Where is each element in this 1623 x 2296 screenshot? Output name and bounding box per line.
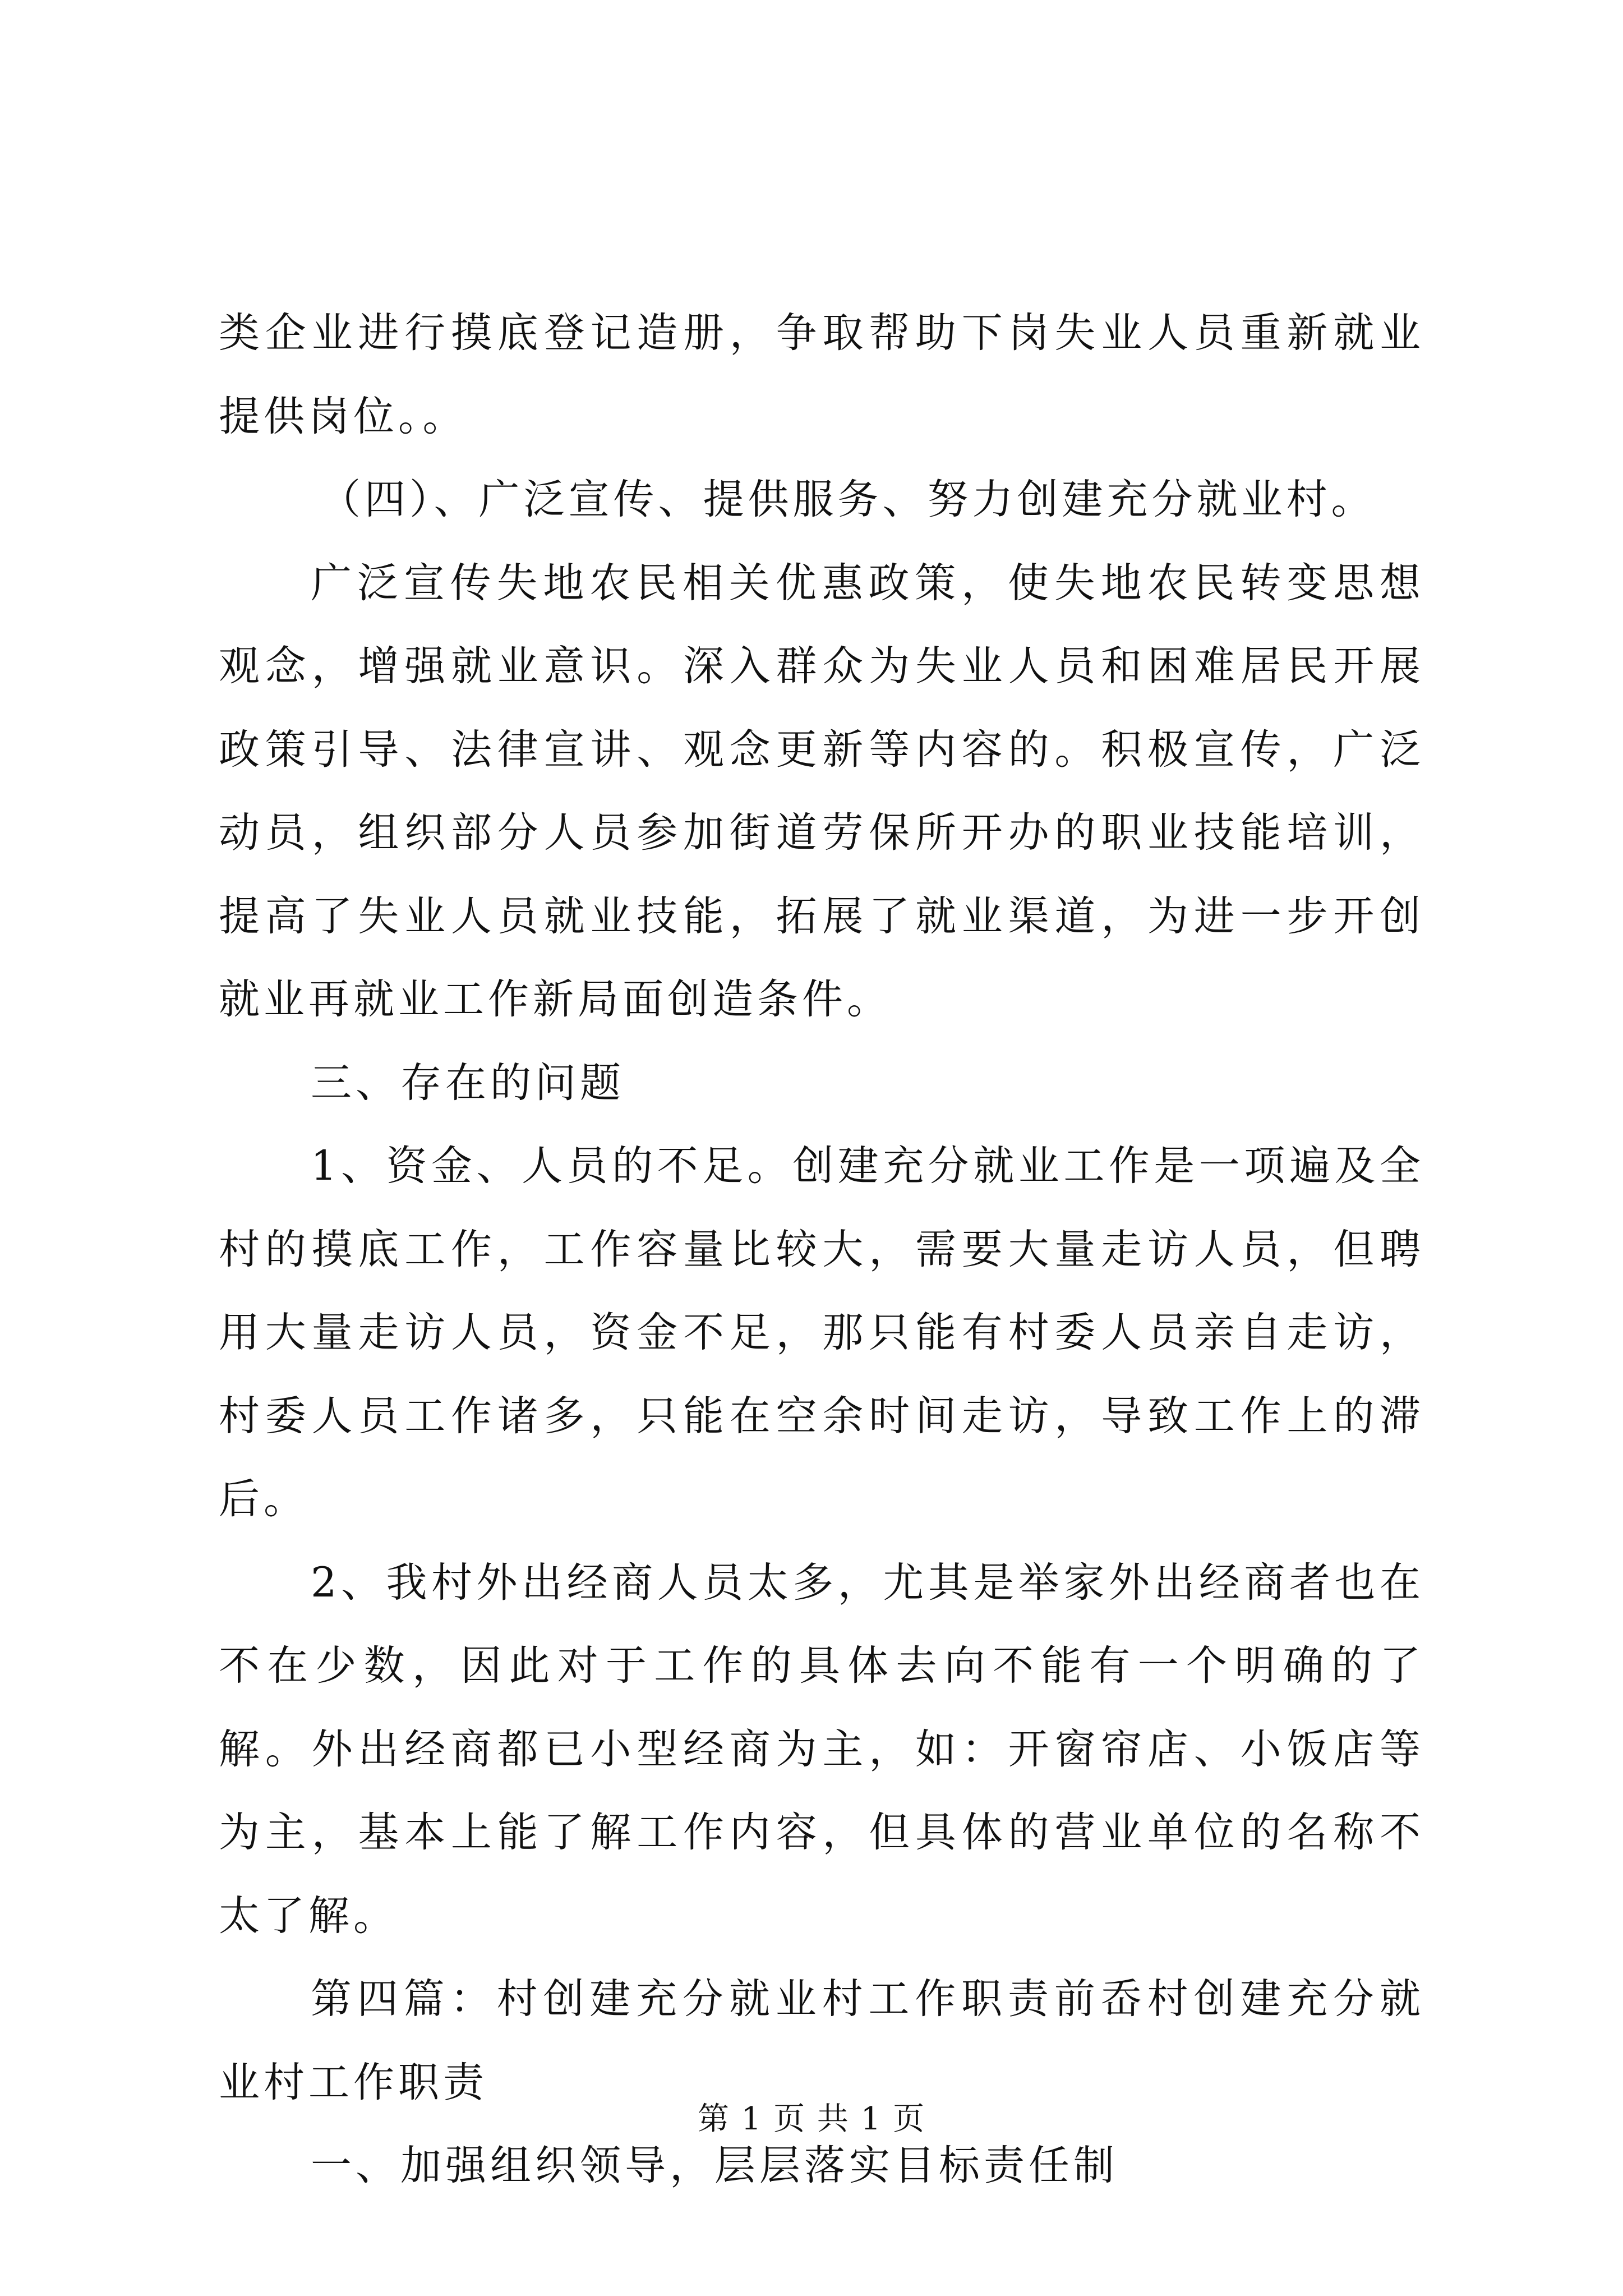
chapter-title-4: 第四篇：村创建充分就业村工作职责前岙村创建充分就业村工作职责 — [219, 1975, 1424, 2106]
document-body — [219, 292, 1424, 2208]
paragraph-problem-2: 2、我村外出经商人员太多，尤其是举家外出经商者也在不在少数，因此对于工作的具体去向不能有一个明确的了解。外出经商都已小型经商为主，如：开窗帘店、小饭店等为主，基本上能了解工作内容，但具体的营业单位的名称不太了解。 — [219, 1558, 1424, 1940]
section-heading-1: 一、加强组织领导，层层落实目标责任制 — [311, 2142, 1118, 2189]
paragraph-problem-1: 1、资金、人员的不足。创建充分就业工作是一项遍及全村的摸底工作，工作容量比较大，需要大量走访人员，但聘用大量走访人员，资金不足，那只能有村委人员亲自走访，村委人员工作诸多，只能在空余时间走访，导致工作上的滞后。 — [219, 1142, 1424, 1523]
section-heading-4: （四）、广泛宣传、提供服务、努力创建充分就业村。 — [320, 476, 1376, 523]
paragraph-continuation: 类企业进行摸底登记造册，争取帮助下岗失业人员重新就业提供岗位。。 — [219, 309, 1424, 440]
section-heading-problems: 三、存在的问题 — [311, 1059, 625, 1107]
page-number-footer: 第 1 页 共 1 页 — [697, 2101, 926, 2137]
paragraph-publicity: 广泛宣传失地农民相关优惠政策，使失地农民转变思想观念，增强就业意识。深入群众为失业人员和困难居民开展政策引导、法律宣讲、观念更新等内容的。积极宣传，广泛动员，组织部分人员参加街道劳保所开办的职业技能培训，提高了失业人员就业技能，拓展了就业渠道，为进一步开创就业再就业工作新局面创造条件。 — [219, 559, 1424, 1023]
